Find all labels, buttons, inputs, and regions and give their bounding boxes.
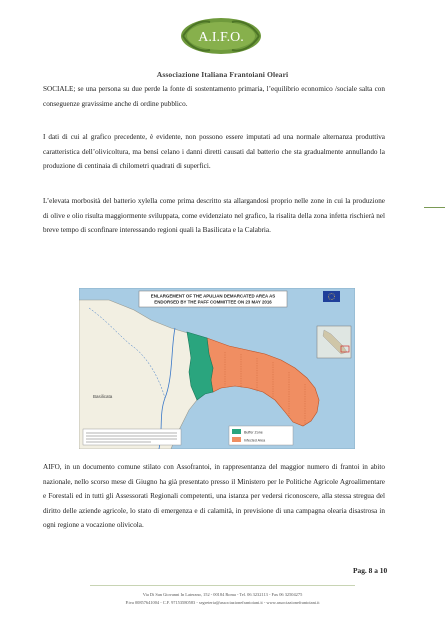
paragraph-1: SOCIALE; se una persona su due perde la fonte di sostentamento primaria, l’equilibrio economico /sociale salta con conseguenze gravissime anche di ordine pubblico. xyxy=(43,85,385,108)
footer-address: Via Di San Giovanni In Laterano, 152 - 00184 Roma - Tel. 06 3232113 - Fax 06 32504275 xyxy=(142,592,303,597)
page-separator: a xyxy=(374,566,378,575)
legend-buffer-label: Buffer Zone xyxy=(244,430,263,435)
page-number xyxy=(353,566,387,575)
legend-buffer-swatch xyxy=(232,429,241,434)
paragraph-3: L’elevata morbosità del batterio xylella come prima descritto sta allargandosi proprio nelle zone in cui la produzione di olive e olio risulta maggiormente sviluppata, come evidenziato nel grafico, la risalita della zona infetta rischierà nel breve tempo di sconfinare interessando regioni quali la Basilicata e la Calabria. xyxy=(43,197,385,235)
xylella-map xyxy=(79,288,355,449)
association-name: Associazione Italiana Frantoiani Oleari xyxy=(156,70,289,79)
paragraph-2: I dati di cui al grafico precedente, è evidente, non possono essere imputati ad una normale alternanza produttiva caratteristica dell’olivicoltura, ma bensì celano i danni diretti causati dal batterio che sta gradualmente annullando la produzione di centinaia di chilometri quadrati di superfici. xyxy=(43,133,385,171)
region-label: Basilicata xyxy=(93,394,113,399)
map-notes-box xyxy=(83,429,181,445)
page-total: 10 xyxy=(379,566,388,575)
eu-flag-icon xyxy=(323,291,340,302)
margin-rule xyxy=(424,207,445,208)
legend-infected-label: Infected Area xyxy=(244,438,266,443)
page-prefix: Pag. xyxy=(353,566,367,575)
map-title-line2: ENDORSED BY THE PAFF COMMITTEE ON 23 MAY 2016 xyxy=(154,299,272,305)
paragraph-4: AIFO, in un documento comune stilato con Assofrantoi, in rappresentanza del maggior numero di frantoi in abito nazionale, nello scorso mese di Giugno ha già presentato presso il Ministero per le Politiche Agricole Agroalimentare e Forestali ed in tutti gli Assessorati Regionali competenti, una istanza per vedersi riconoscere, alla stessa stregua del diritto delle aziende agricole, lo stato di emergenza e di calamità, in previsione di una campagna olearia disastrosa in ogni regione a vocazione olivicola. xyxy=(43,463,385,530)
legend-infected-swatch xyxy=(232,437,241,442)
map-title-line1: ENLARGEMENT OF THE APULIAN DEMARCATED AREA AS xyxy=(150,293,276,299)
aifo-logo xyxy=(177,14,265,58)
page-current: 8 xyxy=(368,566,373,575)
logo-text: A.I.F.O. xyxy=(198,30,244,45)
footer-contact: P.iva 00857641004 - C.F. 97153580583 - segreteria@associazionefrantoiani.it - www.associazionefrantoiani.it xyxy=(125,600,320,605)
footer-rule xyxy=(90,585,355,586)
